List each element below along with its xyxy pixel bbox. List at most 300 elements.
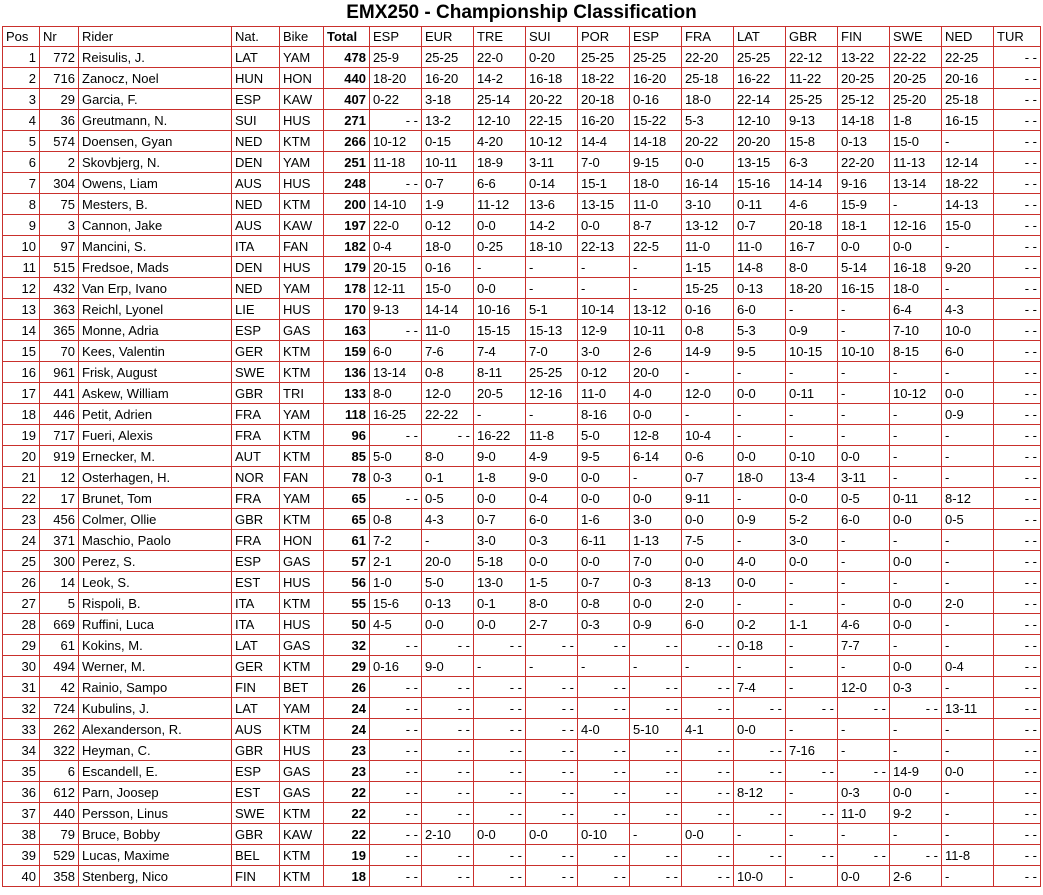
- result-cell: -: [474, 257, 526, 278]
- result-cell: - -: [370, 740, 422, 761]
- result-cell: 7-5: [682, 530, 734, 551]
- bike-cell: YAM: [280, 488, 324, 509]
- result-cell: 7-7: [838, 635, 890, 656]
- column-header: ESP: [370, 27, 422, 47]
- pos-cell: 4: [3, 110, 40, 131]
- bike-cell: KTM: [280, 719, 324, 740]
- result-cell: 9-13: [786, 110, 838, 131]
- result-cell: -: [838, 551, 890, 572]
- number-cell: 612: [40, 782, 79, 803]
- result-cell: 18-20: [786, 278, 838, 299]
- result-cell: 1-13: [630, 530, 682, 551]
- table-row: [3, 740, 1041, 761]
- result-cell: -: [942, 551, 994, 572]
- pos-cell: 31: [3, 677, 40, 698]
- number-cell: 17: [40, 488, 79, 509]
- result-cell: 18-10: [526, 236, 578, 257]
- total-cell: 440: [324, 68, 370, 89]
- result-cell: - -: [682, 698, 734, 719]
- result-cell: 20-0: [630, 362, 682, 383]
- result-cell: 0-4: [370, 236, 422, 257]
- result-cell: 3-0: [474, 530, 526, 551]
- number-cell: 716: [40, 68, 79, 89]
- result-cell: 9-0: [526, 467, 578, 488]
- table-row: [3, 845, 1041, 866]
- result-cell: 4-6: [838, 614, 890, 635]
- result-cell: 15-0: [422, 278, 474, 299]
- result-cell: -: [942, 614, 994, 635]
- result-cell: -: [942, 677, 994, 698]
- result-cell: - -: [630, 866, 682, 887]
- pos-cell: 32: [3, 698, 40, 719]
- total-cell: 266: [324, 131, 370, 152]
- pos-cell: 19: [3, 425, 40, 446]
- nationality-cell: ESP: [232, 89, 280, 110]
- total-cell: 182: [324, 236, 370, 257]
- result-cell: -: [526, 404, 578, 425]
- result-cell: -: [734, 656, 786, 677]
- number-cell: 772: [40, 47, 79, 68]
- result-cell: -: [838, 530, 890, 551]
- result-cell: 0-5: [838, 488, 890, 509]
- total-cell: 197: [324, 215, 370, 236]
- result-cell: 5-18: [474, 551, 526, 572]
- result-cell: - -: [474, 719, 526, 740]
- result-cell: -: [890, 719, 942, 740]
- column-header: Total: [324, 27, 370, 47]
- result-cell: - -: [994, 740, 1041, 761]
- result-cell: - -: [422, 425, 474, 446]
- nationality-cell: LAT: [232, 635, 280, 656]
- result-cell: 13-12: [682, 215, 734, 236]
- total-cell: 136: [324, 362, 370, 383]
- result-cell: -: [838, 719, 890, 740]
- result-cell: - -: [682, 845, 734, 866]
- total-cell: 18: [324, 866, 370, 887]
- result-cell: - -: [474, 845, 526, 866]
- result-cell: 16-22: [474, 425, 526, 446]
- result-cell: - -: [578, 845, 630, 866]
- rider-cell: Rispoli, B.: [79, 593, 232, 614]
- number-cell: 961: [40, 362, 79, 383]
- result-cell: - -: [734, 698, 786, 719]
- number-cell: 717: [40, 425, 79, 446]
- result-cell: - -: [994, 236, 1041, 257]
- result-cell: 0-0: [734, 446, 786, 467]
- result-cell: 1-8: [474, 467, 526, 488]
- result-cell: 11-8: [526, 425, 578, 446]
- result-cell: - -: [994, 257, 1041, 278]
- result-cell: 18-22: [942, 173, 994, 194]
- result-cell: 0-8: [578, 593, 630, 614]
- bike-cell: HUS: [280, 299, 324, 320]
- nationality-cell: GBR: [232, 509, 280, 530]
- result-cell: 7-4: [474, 341, 526, 362]
- total-cell: 133: [324, 383, 370, 404]
- result-cell: 14-8: [734, 257, 786, 278]
- number-cell: 365: [40, 320, 79, 341]
- result-cell: - -: [994, 446, 1041, 467]
- result-cell: 12-9: [578, 320, 630, 341]
- result-cell: 0-9: [630, 614, 682, 635]
- bike-cell: KTM: [280, 446, 324, 467]
- result-cell: 0-3: [890, 677, 942, 698]
- nationality-cell: ESP: [232, 761, 280, 782]
- pos-cell: 3: [3, 89, 40, 110]
- result-cell: 22-20: [682, 47, 734, 68]
- bike-cell: YAM: [280, 47, 324, 68]
- result-cell: -: [630, 467, 682, 488]
- result-cell: 20-18: [578, 89, 630, 110]
- result-cell: 8-0: [422, 446, 474, 467]
- result-cell: -: [578, 257, 630, 278]
- result-cell: - -: [526, 761, 578, 782]
- rider-cell: Doensen, Gyan: [79, 131, 232, 152]
- result-cell: 20-22: [526, 89, 578, 110]
- nationality-cell: FIN: [232, 866, 280, 887]
- pos-cell: 38: [3, 824, 40, 845]
- result-cell: - -: [526, 866, 578, 887]
- result-cell: - -: [422, 866, 474, 887]
- result-cell: 2-0: [942, 593, 994, 614]
- result-cell: 7-2: [370, 530, 422, 551]
- result-cell: 5-10: [630, 719, 682, 740]
- result-cell: 1-15: [682, 257, 734, 278]
- result-cell: - -: [370, 719, 422, 740]
- result-cell: 15-22: [630, 110, 682, 131]
- result-cell: 0-0: [474, 488, 526, 509]
- result-cell: 15-9: [838, 194, 890, 215]
- result-cell: 10-14: [578, 299, 630, 320]
- result-cell: - -: [994, 383, 1041, 404]
- result-cell: 16-18: [890, 257, 942, 278]
- result-cell: - -: [786, 845, 838, 866]
- total-cell: 56: [324, 572, 370, 593]
- result-cell: 5-0: [578, 425, 630, 446]
- result-cell: -: [942, 635, 994, 656]
- table-row: [3, 215, 1041, 236]
- rider-cell: Fueri, Alexis: [79, 425, 232, 446]
- result-cell: - -: [682, 803, 734, 824]
- result-cell: 0-0: [682, 824, 734, 845]
- rider-cell: Heyman, C.: [79, 740, 232, 761]
- total-cell: 61: [324, 530, 370, 551]
- result-cell: 8-0: [786, 257, 838, 278]
- column-header: ESP: [630, 27, 682, 47]
- result-cell: - -: [630, 761, 682, 782]
- result-cell: 0-8: [422, 362, 474, 383]
- result-cell: - -: [526, 803, 578, 824]
- number-cell: 322: [40, 740, 79, 761]
- bike-cell: HUS: [280, 572, 324, 593]
- result-cell: - -: [370, 782, 422, 803]
- result-cell: 22-15: [526, 110, 578, 131]
- result-cell: 0-0: [734, 572, 786, 593]
- nationality-cell: FRA: [232, 530, 280, 551]
- result-cell: - -: [474, 761, 526, 782]
- result-cell: 5-3: [734, 320, 786, 341]
- nationality-cell: LAT: [232, 698, 280, 719]
- result-cell: - -: [994, 803, 1041, 824]
- result-cell: 6-0: [734, 299, 786, 320]
- total-cell: 178: [324, 278, 370, 299]
- result-cell: - -: [578, 782, 630, 803]
- result-cell: 8-12: [734, 782, 786, 803]
- result-cell: - -: [994, 425, 1041, 446]
- result-cell: 0-0: [890, 551, 942, 572]
- result-cell: - -: [630, 635, 682, 656]
- result-cell: 3-10: [682, 194, 734, 215]
- result-cell: - -: [994, 530, 1041, 551]
- total-cell: 407: [324, 89, 370, 110]
- result-cell: 8-0: [526, 593, 578, 614]
- rider-cell: Lucas, Maxime: [79, 845, 232, 866]
- result-cell: -: [786, 824, 838, 845]
- result-cell: -: [734, 530, 786, 551]
- nationality-cell: DEN: [232, 257, 280, 278]
- bike-cell: HUS: [280, 110, 324, 131]
- number-cell: 300: [40, 551, 79, 572]
- result-cell: 12-0: [422, 383, 474, 404]
- result-cell: 15-25: [682, 278, 734, 299]
- total-cell: 65: [324, 509, 370, 530]
- bike-cell: KAW: [280, 215, 324, 236]
- pos-cell: 36: [3, 782, 40, 803]
- result-cell: - -: [578, 698, 630, 719]
- result-cell: 14-18: [630, 131, 682, 152]
- result-cell: -: [890, 572, 942, 593]
- result-cell: 20-25: [838, 68, 890, 89]
- result-cell: 0-0: [890, 593, 942, 614]
- result-cell: 0-0: [786, 488, 838, 509]
- result-cell: 10-12: [526, 131, 578, 152]
- result-cell: 0-8: [682, 320, 734, 341]
- result-cell: 12-8: [630, 425, 682, 446]
- result-cell: 5-14: [838, 257, 890, 278]
- bike-cell: FAN: [280, 467, 324, 488]
- result-cell: 4-3: [942, 299, 994, 320]
- result-cell: -: [578, 656, 630, 677]
- result-cell: - -: [526, 740, 578, 761]
- result-cell: -: [890, 467, 942, 488]
- result-cell: - -: [994, 782, 1041, 803]
- number-cell: 494: [40, 656, 79, 677]
- result-cell: 25-25: [578, 47, 630, 68]
- result-cell: 5-3: [682, 110, 734, 131]
- table-header-row: [3, 27, 1041, 47]
- result-cell: -: [942, 425, 994, 446]
- rider-cell: Ernecker, M.: [79, 446, 232, 467]
- result-cell: -: [942, 131, 994, 152]
- result-cell: 2-1: [370, 551, 422, 572]
- result-cell: - -: [994, 845, 1041, 866]
- number-cell: 456: [40, 509, 79, 530]
- result-cell: -: [890, 362, 942, 383]
- pos-cell: 34: [3, 740, 40, 761]
- table-row: [3, 719, 1041, 740]
- rider-cell: Skovbjerg, N.: [79, 152, 232, 173]
- result-cell: - -: [422, 719, 474, 740]
- result-cell: -: [890, 635, 942, 656]
- result-cell: - -: [474, 677, 526, 698]
- bike-cell: KTM: [280, 593, 324, 614]
- nationality-cell: NED: [232, 194, 280, 215]
- result-cell: 18-0: [682, 89, 734, 110]
- pos-cell: 35: [3, 761, 40, 782]
- table-row: [3, 341, 1041, 362]
- result-cell: 4-5: [370, 614, 422, 635]
- column-header: FIN: [838, 27, 890, 47]
- result-cell: 22-13: [578, 236, 630, 257]
- result-cell: 0-0: [578, 215, 630, 236]
- result-cell: 9-5: [578, 446, 630, 467]
- result-cell: - -: [370, 845, 422, 866]
- result-cell: 0-7: [474, 509, 526, 530]
- pos-cell: 1: [3, 47, 40, 68]
- result-cell: 4-9: [526, 446, 578, 467]
- result-cell: 0-9: [942, 404, 994, 425]
- result-cell: 14-18: [838, 110, 890, 131]
- result-cell: 0-5: [942, 509, 994, 530]
- result-cell: 4-6: [786, 194, 838, 215]
- total-cell: 55: [324, 593, 370, 614]
- result-cell: - -: [370, 425, 422, 446]
- pos-cell: 25: [3, 551, 40, 572]
- result-cell: -: [786, 299, 838, 320]
- result-cell: 9-0: [422, 656, 474, 677]
- rider-cell: Persson, Linus: [79, 803, 232, 824]
- result-cell: - -: [422, 677, 474, 698]
- result-cell: 8-0: [370, 383, 422, 404]
- column-header: Pos: [3, 27, 40, 47]
- result-cell: 3-0: [578, 341, 630, 362]
- result-cell: 0-0: [630, 593, 682, 614]
- result-cell: -: [942, 719, 994, 740]
- result-cell: 0-11: [734, 194, 786, 215]
- result-cell: - -: [474, 782, 526, 803]
- nationality-cell: ITA: [232, 614, 280, 635]
- result-cell: 0-0: [942, 383, 994, 404]
- result-cell: 10-4: [682, 425, 734, 446]
- number-cell: 5: [40, 593, 79, 614]
- result-cell: - -: [734, 761, 786, 782]
- rider-cell: Garcia, F.: [79, 89, 232, 110]
- result-cell: 20-25: [890, 68, 942, 89]
- table-row: [3, 824, 1041, 845]
- result-cell: -: [890, 404, 942, 425]
- result-cell: 11-0: [630, 194, 682, 215]
- total-cell: 251: [324, 152, 370, 173]
- result-cell: 6-0: [838, 509, 890, 530]
- column-header: TUR: [994, 27, 1041, 47]
- result-cell: -: [942, 467, 994, 488]
- result-cell: 15-0: [890, 131, 942, 152]
- column-header: SWE: [890, 27, 942, 47]
- number-cell: 97: [40, 236, 79, 257]
- result-cell: - -: [422, 782, 474, 803]
- pos-cell: 27: [3, 593, 40, 614]
- result-cell: 11-0: [734, 236, 786, 257]
- number-cell: 371: [40, 530, 79, 551]
- result-cell: 3-18: [422, 89, 474, 110]
- result-cell: -: [838, 656, 890, 677]
- result-cell: - -: [682, 866, 734, 887]
- total-cell: 248: [324, 173, 370, 194]
- result-cell: - -: [994, 593, 1041, 614]
- result-cell: -: [734, 488, 786, 509]
- result-cell: -: [786, 782, 838, 803]
- result-cell: 25-20: [890, 89, 942, 110]
- table-row: [3, 299, 1041, 320]
- nationality-cell: ITA: [232, 593, 280, 614]
- result-cell: 11-0: [682, 236, 734, 257]
- result-cell: 0-0: [526, 551, 578, 572]
- result-cell: 16-14: [682, 173, 734, 194]
- nationality-cell: SUI: [232, 110, 280, 131]
- result-cell: 15-6: [370, 593, 422, 614]
- result-cell: - -: [370, 110, 422, 131]
- result-cell: 8-13: [682, 572, 734, 593]
- classification-table: [2, 26, 1041, 887]
- result-cell: 3-0: [786, 530, 838, 551]
- result-cell: 13-22: [838, 47, 890, 68]
- result-cell: 13-6: [526, 194, 578, 215]
- result-cell: 0-0: [526, 824, 578, 845]
- rider-cell: Frisk, August: [79, 362, 232, 383]
- result-cell: 0-0: [890, 782, 942, 803]
- table-row: [3, 194, 1041, 215]
- result-cell: 5-1: [526, 299, 578, 320]
- result-cell: 9-11: [682, 488, 734, 509]
- result-cell: -: [942, 236, 994, 257]
- nationality-cell: LAT: [232, 47, 280, 68]
- result-cell: 0-3: [526, 530, 578, 551]
- result-cell: 4-20: [474, 131, 526, 152]
- result-cell: 16-18: [526, 68, 578, 89]
- result-cell: - -: [422, 761, 474, 782]
- bike-cell: HON: [280, 530, 324, 551]
- bike-cell: YAM: [280, 278, 324, 299]
- rider-cell: Petit, Adrien: [79, 404, 232, 425]
- table-row: [3, 446, 1041, 467]
- result-cell: 0-0: [474, 278, 526, 299]
- result-cell: 9-5: [734, 341, 786, 362]
- number-cell: 2: [40, 152, 79, 173]
- result-cell: 0-0: [682, 152, 734, 173]
- table-row: [3, 173, 1041, 194]
- rider-cell: Mesters, B.: [79, 194, 232, 215]
- result-cell: 0-20: [526, 47, 578, 68]
- result-cell: - -: [838, 761, 890, 782]
- result-cell: 10-12: [890, 383, 942, 404]
- result-cell: - -: [370, 698, 422, 719]
- bike-cell: BET: [280, 677, 324, 698]
- bike-cell: GAS: [280, 782, 324, 803]
- result-cell: 7-0: [578, 152, 630, 173]
- result-cell: - -: [578, 677, 630, 698]
- result-cell: 4-0: [630, 383, 682, 404]
- result-cell: - -: [994, 656, 1041, 677]
- result-cell: 25-25: [734, 47, 786, 68]
- result-cell: 14-4: [578, 131, 630, 152]
- result-cell: 0-5: [422, 488, 474, 509]
- result-cell: -: [786, 656, 838, 677]
- result-cell: -: [422, 530, 474, 551]
- result-cell: 16-20: [630, 68, 682, 89]
- result-cell: -: [734, 593, 786, 614]
- table-row: [3, 698, 1041, 719]
- result-cell: 13-15: [734, 152, 786, 173]
